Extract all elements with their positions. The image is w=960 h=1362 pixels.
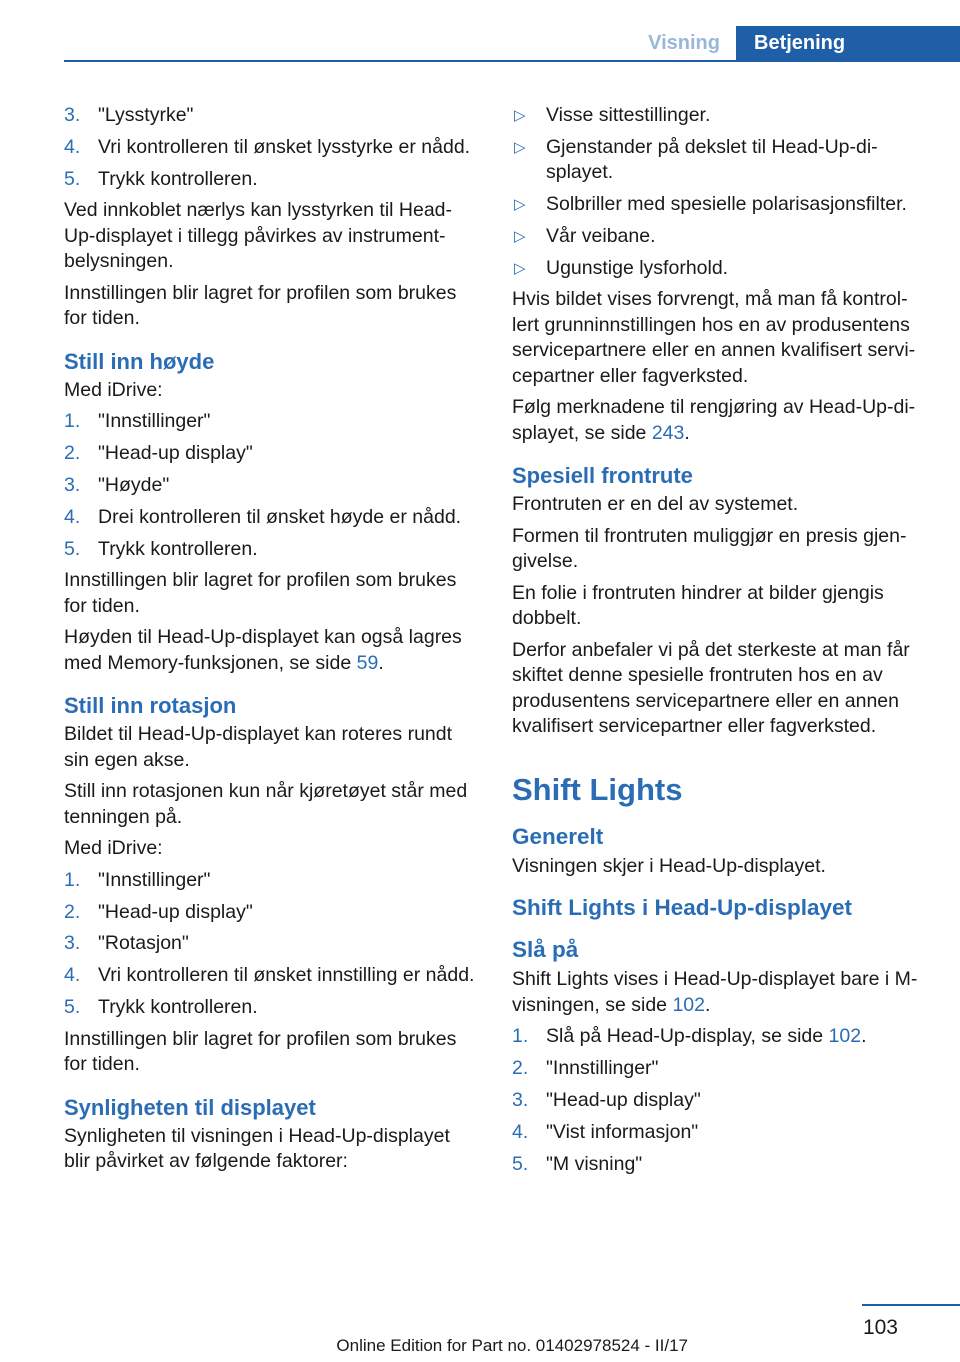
list-item — [64, 441, 480, 467]
list-text: Vri kontrolleren til ønsket innstilling er nådd. — [98, 964, 475, 987]
rotation-steps-list — [64, 868, 480, 1021]
list-item — [64, 537, 480, 563]
shift-lights-steps-list — [512, 1024, 930, 1177]
text: Shift Lights vises i Head-Up-displayet bare i M-visningen, se side — [512, 968, 918, 1016]
list-text: Trykk kontrolleren. — [98, 167, 258, 190]
list-item — [64, 995, 480, 1021]
list-number: 2. — [512, 1057, 529, 1080]
paragraph: Med iDrive: — [64, 837, 163, 860]
page-link[interactable]: 59 — [356, 651, 379, 674]
list-item — [512, 1088, 930, 1114]
paragraph: Synligheten til visningen i Head-Up-displayet blir påvirket av følgende faktorer: — [64, 1124, 450, 1173]
list-text: "M visning" — [546, 1152, 643, 1175]
list-text: "Innstillinger" — [546, 1057, 659, 1080]
text: Høyden til Head-Up-displayet kan også lagres med Memory-funksjonen, se side — [64, 626, 462, 674]
list-number: 3. — [64, 104, 81, 126]
list-text: Trykk kontrolleren. — [98, 996, 258, 1019]
list-number: 3. — [64, 932, 81, 955]
list-item — [512, 224, 930, 250]
list-item — [512, 1120, 930, 1146]
list-number: 3. — [64, 473, 81, 496]
list-text: "Head-up display" — [98, 900, 253, 923]
text: . — [704, 993, 711, 1016]
list-text: "Innstillinger" — [98, 410, 211, 433]
list-number: 4. — [64, 964, 81, 987]
list-number: 4. — [64, 505, 81, 528]
list-item — [512, 1024, 930, 1050]
page-link[interactable]: 102 — [672, 993, 705, 1016]
paragraph — [64, 625, 480, 676]
visibility-factors-list — [512, 103, 930, 281]
triangle-bullet-icon: ▷ — [514, 259, 526, 277]
section-heading-synlighet: Synligheten til displayet — [64, 1094, 316, 1120]
list-number: 2. — [64, 442, 81, 465]
list-item — [64, 900, 480, 926]
list-item — [64, 963, 480, 989]
page-link[interactable]: 102 — [828, 1025, 862, 1048]
list-number: 1. — [64, 410, 81, 433]
paragraph: En folie i frontruten hindrer at bilder gjengis dobbelt. — [512, 581, 884, 630]
paragraph: Bildet til Head-Up-displayet kan roteres rundt sin egen akse. — [64, 723, 453, 771]
paragraph: Ved innkoblet nærlys kan lysstyrken til Head-Up-displayet i tillegg påvirkes av instrument-belysningen. — [64, 199, 453, 273]
list-text: "Innstillinger" — [98, 868, 211, 891]
page-header — [64, 26, 960, 62]
text: Følg merknadene til rengjøring av Head-Up-di-splayet, se side — [512, 396, 916, 444]
list-item — [64, 505, 480, 531]
edition-footer: Online Edition for Part no. 01402978524 - II/17 — [336, 1336, 688, 1355]
paragraph: Frontruten er en del av systemet. — [512, 493, 799, 516]
list-number: 5. — [512, 1152, 529, 1175]
list-item — [64, 103, 480, 129]
list-text: Visse sittestillinger. — [546, 104, 711, 126]
list-item — [64, 931, 480, 957]
list-item — [64, 167, 480, 193]
list-item — [512, 1056, 930, 1082]
list-item — [64, 868, 480, 894]
list-number: 1. — [64, 868, 81, 891]
list-text: "Lysstyrke" — [98, 104, 194, 126]
list-text: Drei kontrolleren til ønsket høyde er nådd. — [98, 505, 462, 528]
triangle-bullet-icon: ▷ — [514, 227, 526, 245]
list-number: 5. — [64, 537, 81, 560]
left-column — [64, 103, 480, 1181]
paragraph — [512, 395, 930, 446]
text: . — [861, 1025, 867, 1048]
paragraph: Still inn rotasjonen kun når kjøretøyet står med tenningen på. — [64, 780, 468, 828]
header-divider — [64, 60, 960, 62]
right-column — [512, 103, 930, 1183]
section-heading-generelt: Generelt — [512, 823, 604, 849]
triangle-bullet-icon: ▷ — [514, 138, 526, 156]
list-text: Solbriller med spesielle polarisasjonsfilter. — [546, 193, 907, 216]
list-text: "Rotasjon" — [98, 932, 189, 955]
paragraph: Innstillingen blir lagret for profilen som brukes for tiden. — [64, 569, 457, 617]
page-number: 103 — [862, 1316, 898, 1339]
paragraph: Hvis bildet vises forvrengt, må man få kontrol-lert grunninnstillingen hos en av produsentens servicepartnere eller en annen kvalifisert servi-cepartner eller fagverksted. — [512, 288, 916, 387]
list-number: 4. — [512, 1120, 529, 1143]
chapter-heading-shift-lights: Shift Lights — [512, 771, 683, 807]
tab-betjening[interactable]: Betjening — [736, 26, 960, 62]
paragraph: Derfor anbefaler vi på det sterkeste at man får skiftet denne spesielle frontruten hos en av produsentens servicepartnere eller en annen kvalifisert servicepartner eller fagverksted. — [512, 638, 910, 738]
list-text: Gjenstander på dekslet til Head-Up-di-splayet. — [546, 135, 878, 184]
triangle-bullet-icon: ▷ — [514, 196, 526, 214]
list-number: 1. — [512, 1025, 529, 1048]
list-item — [512, 135, 930, 186]
list-number: 3. — [512, 1089, 529, 1112]
paragraph: Med iDrive: — [64, 378, 163, 401]
list-text: "Høyde" — [98, 473, 170, 496]
brightness-steps-list — [64, 103, 480, 192]
list-text: "Vist informasjon" — [546, 1120, 699, 1143]
list-number: 4. — [64, 135, 81, 158]
list-item — [64, 473, 480, 499]
list-item — [512, 256, 930, 282]
section-heading-rotasjon: Still inn rotasjon — [64, 693, 237, 719]
list-text: Slå på Head-Up-display, se side — [546, 1025, 829, 1048]
list-number: 5. — [64, 996, 81, 1019]
paragraph — [512, 967, 930, 1018]
paragraph: Visningen skjer i Head-Up-displayet. — [512, 854, 826, 877]
list-text: Ugunstige lysforhold. — [546, 256, 729, 279]
list-text: Trykk kontrolleren. — [98, 537, 258, 560]
triangle-bullet-icon: ▷ — [514, 107, 526, 124]
list-number: 5. — [64, 167, 81, 190]
height-steps-list — [64, 409, 480, 562]
section-heading-shift-hud: Shift Lights i Head-Up-displayet — [512, 895, 853, 921]
section-heading-frontrute: Spesiell frontrute — [512, 463, 693, 489]
page-link[interactable]: 243 — [651, 421, 685, 444]
list-item — [64, 135, 480, 161]
footer-divider — [862, 1304, 960, 1306]
list-text: "Head-up display" — [546, 1089, 701, 1112]
text: . — [684, 421, 690, 444]
paragraph: Innstillingen blir lagret for profilen som brukes for tiden. — [64, 281, 457, 330]
list-item — [512, 1152, 930, 1178]
tab-visning[interactable]: Visning — [648, 32, 720, 54]
list-item — [512, 103, 930, 129]
list-text: Vri kontrolleren til ønsket lysstyrke er nådd. — [98, 135, 471, 158]
text: . — [378, 651, 384, 674]
subsection-heading-sla-pa: Slå på — [512, 937, 579, 963]
paragraph: Innstillingen blir lagret for profilen som brukes for tiden. — [64, 1027, 457, 1076]
list-number: 2. — [64, 900, 81, 923]
section-heading-hoyde: Still inn høyde — [64, 348, 215, 374]
list-item — [512, 192, 930, 218]
list-text: "Head-up display" — [98, 442, 253, 465]
list-text: Vår veibane. — [546, 224, 656, 247]
list-item — [64, 409, 480, 435]
paragraph: Formen til frontruten muliggjør en presis gjen-givelse. — [512, 524, 907, 573]
